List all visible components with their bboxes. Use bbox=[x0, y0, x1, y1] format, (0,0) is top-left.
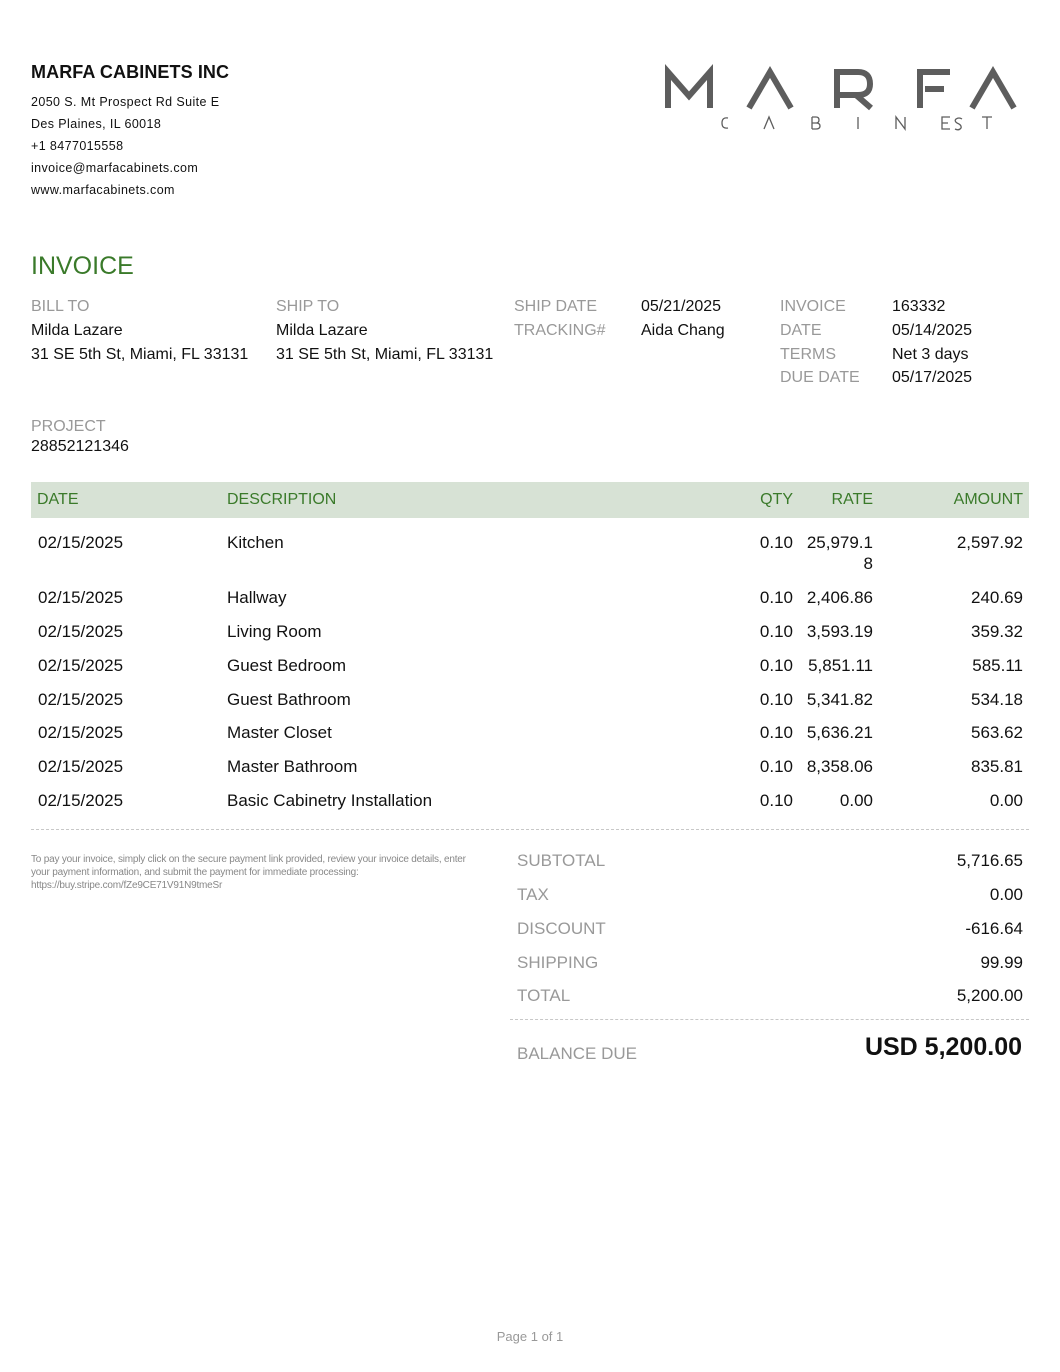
tax-value: 0.00 bbox=[989, 885, 1023, 904]
items-table-header bbox=[31, 482, 1029, 518]
payment-note: To pay your invoice, simply click on the secure payment link provided, review your invoice details, enter your payment information, and submit the payment for immediate processing: https://buy.stripe.com/fZe9CE71V91N9tmeSr bbox=[31, 854, 466, 891]
row-rate: 8,358.06 bbox=[806, 757, 873, 776]
row-description: Master Bathroom bbox=[227, 757, 358, 776]
row-date: 02/15/2025 bbox=[38, 690, 124, 709]
logo-letter-s bbox=[951, 116, 967, 132]
col-header-date: DATE bbox=[37, 491, 79, 508]
page-number: Page 1 of 1 bbox=[496, 1329, 564, 1344]
row-qty: 0.10 bbox=[759, 723, 793, 742]
due-date: 05/17/2025 bbox=[892, 369, 973, 386]
row-amount: 0.00 bbox=[989, 791, 1023, 810]
row-qty: 0.10 bbox=[759, 622, 793, 641]
col-header-description: DESCRIPTION bbox=[227, 491, 337, 508]
row-date: 02/15/2025 bbox=[38, 791, 124, 810]
row-description: Master Closet bbox=[227, 723, 332, 742]
row-description: Kitchen bbox=[227, 533, 284, 552]
discount-label: DISCOUNT bbox=[517, 919, 606, 938]
total-value: 5,200.00 bbox=[956, 986, 1023, 1005]
project-number: 28852121346 bbox=[31, 438, 129, 455]
tracking-label: TRACKING# bbox=[514, 322, 606, 339]
company-name: MARFA CABINETS INC bbox=[31, 62, 230, 82]
company-logo bbox=[662, 64, 1022, 134]
row-amount: 2,597.92 bbox=[956, 533, 1023, 552]
row-rate-wrap: 8 bbox=[863, 554, 873, 573]
row-rate: 5,851.11 bbox=[808, 656, 873, 675]
row-amount: 585.11 bbox=[972, 656, 1023, 675]
row-rate: 0.00 bbox=[839, 791, 873, 810]
ship-to-label: SHIP TO bbox=[276, 298, 340, 315]
project-label: PROJECT bbox=[31, 418, 106, 435]
row-rate: 5,636.21 bbox=[806, 723, 873, 742]
row-qty: 0.10 bbox=[759, 533, 793, 552]
terms-value: Net 3 days bbox=[892, 346, 969, 363]
row-qty: 0.10 bbox=[759, 757, 793, 776]
tracking-value: Aida Chang bbox=[641, 322, 725, 339]
balance-due-value: USD 5,200.00 bbox=[864, 1033, 1022, 1061]
row-qty: 0.10 bbox=[759, 791, 793, 810]
table-divider bbox=[31, 829, 1029, 830]
company-website: www.marfacabinets.com bbox=[31, 183, 175, 197]
company-phone: +1 8477015558 bbox=[31, 139, 124, 153]
balance-due-label: BALANCE DUE bbox=[517, 1044, 637, 1063]
row-date: 02/15/2025 bbox=[38, 533, 124, 552]
row-date: 02/15/2025 bbox=[38, 622, 124, 641]
row-amount: 563.62 bbox=[971, 723, 1023, 742]
row-date: 02/15/2025 bbox=[38, 588, 124, 607]
company-email: invoice@marfacabinets.com bbox=[31, 161, 199, 175]
ship-to-address: 31 SE 5th St, Miami, FL 33131 bbox=[276, 346, 494, 363]
terms-label: TERMS bbox=[780, 346, 836, 363]
totals-divider bbox=[510, 1019, 1029, 1020]
row-amount: 240.69 bbox=[971, 588, 1023, 607]
ship-date: 05/21/2025 bbox=[641, 298, 722, 315]
row-amount: 359.32 bbox=[971, 622, 1023, 641]
company-address-line2: Des Plaines, IL 60018 bbox=[31, 117, 162, 131]
col-header-rate: RATE bbox=[831, 491, 873, 508]
company-address-line1: 2050 S. Mt Prospect Rd Suite E bbox=[31, 95, 220, 109]
row-qty: 0.10 bbox=[759, 690, 793, 709]
row-qty: 0.10 bbox=[759, 588, 793, 607]
row-description: Living Room bbox=[227, 622, 322, 641]
row-rate: 25,979.1 bbox=[806, 533, 873, 552]
row-amount: 534.18 bbox=[971, 690, 1023, 709]
row-rate: 2,406.86 bbox=[806, 588, 873, 607]
shipping-label: SHIPPING bbox=[517, 953, 599, 972]
invoice-date-label: DATE bbox=[780, 322, 822, 339]
shipping-value: 99.99 bbox=[980, 953, 1023, 972]
discount-value: -616.64 bbox=[965, 919, 1023, 938]
row-description: Guest Bathroom bbox=[227, 690, 351, 709]
col-header-qty: QTY bbox=[760, 491, 793, 508]
bill-to-address: 31 SE 5th St, Miami, FL 33131 bbox=[31, 346, 249, 363]
row-qty: 0.10 bbox=[759, 656, 793, 675]
invoice-number: 163332 bbox=[892, 298, 946, 315]
row-date: 02/15/2025 bbox=[38, 723, 124, 742]
row-description: Hallway bbox=[227, 588, 287, 607]
row-rate: 3,593.19 bbox=[806, 622, 873, 641]
total-label: TOTAL bbox=[517, 986, 571, 1005]
bill-to-label: BILL TO bbox=[31, 298, 90, 315]
subtotal-value: 5,716.65 bbox=[956, 851, 1023, 870]
row-date: 02/15/2025 bbox=[38, 757, 124, 776]
row-date: 02/15/2025 bbox=[38, 656, 124, 675]
invoice-title: INVOICE bbox=[31, 252, 134, 280]
subtotal-label: SUBTOTAL bbox=[517, 851, 606, 870]
col-header-amount: AMOUNT bbox=[953, 491, 1023, 508]
tax-label: TAX bbox=[517, 885, 549, 904]
ship-date-label: SHIP DATE bbox=[514, 298, 597, 315]
row-amount: 835.81 bbox=[971, 757, 1023, 776]
bill-to-name: Milda Lazare bbox=[31, 322, 123, 339]
ship-to-name: Milda Lazare bbox=[276, 322, 368, 339]
invoice-number-label: INVOICE bbox=[780, 298, 846, 315]
invoice-date: 05/14/2025 bbox=[892, 322, 973, 339]
row-description: Basic Cabinetry Installation bbox=[227, 791, 433, 810]
due-date-label: DUE DATE bbox=[780, 369, 860, 386]
row-description: Guest Bedroom bbox=[227, 656, 347, 675]
row-rate: 5,341.82 bbox=[806, 690, 873, 709]
